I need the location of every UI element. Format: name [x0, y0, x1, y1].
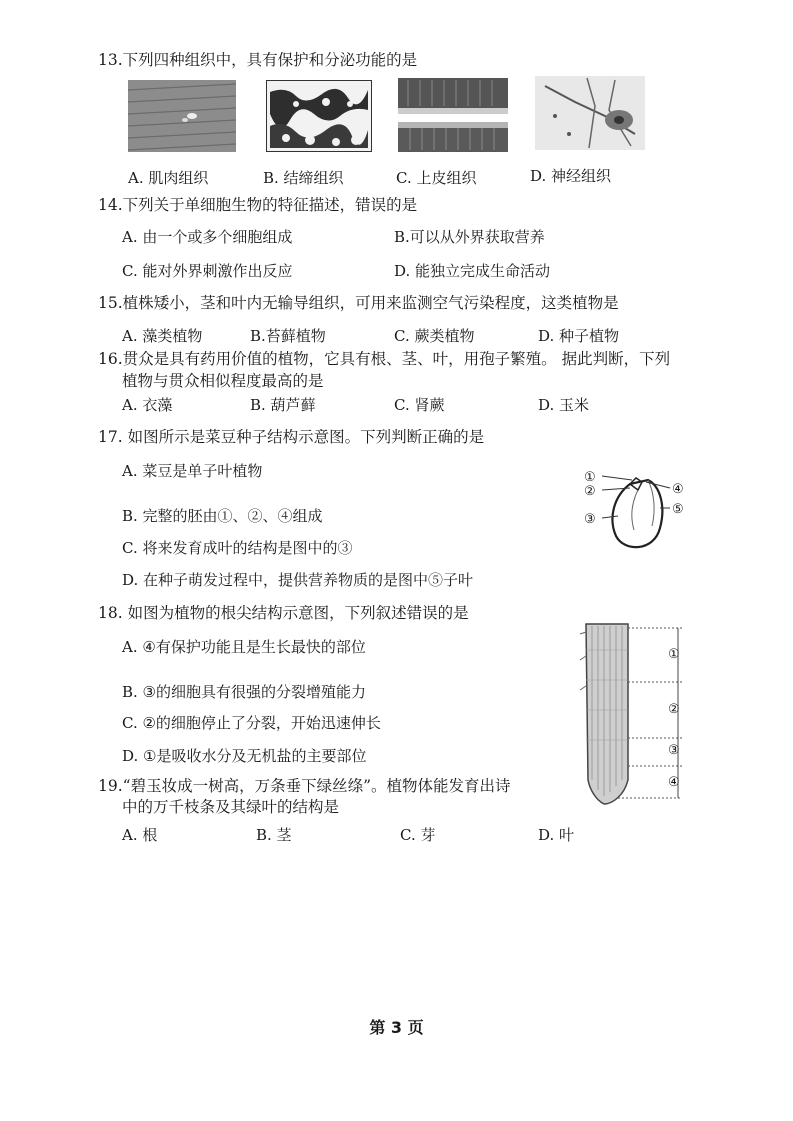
q19-option-a[interactable]: A. 根 [122, 826, 158, 844]
q14-stem: 14.下列关于单细胞生物的特征描述，错误的是 [98, 196, 418, 214]
q16-stem-line1: 16.贯众是具有药用价值的植物，它具有根、茎、叶，用孢子繁殖。 据此判断，下列 [98, 350, 671, 368]
q19-option-c[interactable]: C. 芽 [400, 826, 436, 844]
q17-figure-label-1: ① [584, 470, 596, 485]
q14-option-d[interactable]: D. 能独立完成生命活动 [394, 262, 551, 280]
q18-option-c[interactable]: C. ②的细胞停止了分裂，开始迅速伸长 [122, 714, 381, 732]
q13-option-c[interactable]: C. 上皮组织 [396, 169, 477, 187]
q13-stem: 13.下列四种组织中，具有保护和分泌功能的是 [98, 51, 418, 69]
q15-option-c[interactable]: C. 蕨类植物 [394, 327, 475, 345]
epithelial-tissue-image [398, 78, 508, 152]
q18-figure-label-4: ④ [668, 775, 680, 790]
q18-stem: 18. 如图为植物的根尖结构示意图，下列叙述错误的是 [98, 604, 469, 622]
q18-figure-label-2: ② [668, 702, 680, 717]
q19-option-b[interactable]: B. 茎 [256, 826, 292, 844]
q14-option-b[interactable]: B.可以从外界获取营养 [394, 228, 545, 246]
q18-figure-label-3: ③ [668, 743, 680, 758]
q17-option-a[interactable]: A. 菜豆是单子叶植物 [122, 462, 263, 480]
q17-figure-label-4: ④ [672, 482, 684, 497]
page-number: 第 3 页 [369, 1018, 424, 1037]
q17-figure-label-2: ② [584, 484, 596, 499]
q16-option-c[interactable]: C. 肾蕨 [394, 396, 445, 414]
q18-option-b[interactable]: B. ③的细胞具有很强的分裂增殖能力 [122, 683, 367, 701]
q18-option-a[interactable]: A. ④有保护功能且是生长最快的部位 [122, 638, 366, 656]
q17-option-d[interactable]: D. 在种子萌发过程中，提供营养物质的是图中⑤子叶 [122, 571, 474, 589]
q19-stem-line1: 19.“碧玉妆成一树高，万条垂下绿丝绦”。植物体能发育出诗 [98, 777, 511, 795]
q13-option-a[interactable]: A. 肌肉组织 [128, 169, 209, 187]
q19-option-d[interactable]: D. 叶 [538, 826, 575, 844]
q15-option-a[interactable]: A. 藻类植物 [122, 327, 203, 345]
q16-option-b[interactable]: B. 葫芦藓 [250, 396, 316, 414]
nerve-tissue-image [535, 76, 645, 150]
q17-stem: 17. 如图所示是菜豆种子结构示意图。下列判断正确的是 [98, 428, 485, 446]
q18-option-d[interactable]: D. ①是吸收水分及无机盐的主要部位 [122, 747, 367, 765]
q19-stem-line2: 中的万千枝条及其绿叶的结构是 [122, 798, 340, 816]
q14-option-c[interactable]: C. 能对外界刺激作出反应 [122, 262, 293, 280]
q15-option-d[interactable]: D. 种子植物 [538, 327, 620, 345]
q13-option-d[interactable]: D. 神经组织 [530, 167, 612, 185]
q16-stem-line2: 植物与贯众相似程度最高的是 [122, 372, 324, 390]
q18-figure-label-1: ① [668, 647, 680, 662]
q13-option-b[interactable]: B. 结缔组织 [263, 169, 344, 187]
q17-option-c[interactable]: C. 将来发育成叶的结构是图中的③ [122, 539, 353, 557]
q15-stem: 15.植株矮小，茎和叶内无输导组织，可用来监测空气污染程度，这类植物是 [98, 294, 619, 312]
q17-figure-label-3: ③ [584, 512, 596, 527]
connective-tissue-image [266, 80, 372, 152]
q16-option-d[interactable]: D. 玉米 [538, 396, 590, 414]
q15-option-b[interactable]: B.苔藓植物 [250, 327, 326, 345]
q14-option-a[interactable]: A. 由一个或多个细胞组成 [122, 228, 293, 246]
q17-option-b[interactable]: B. 完整的胚由①、②、④组成 [122, 507, 323, 525]
muscle-tissue-image [128, 80, 236, 152]
q17-figure-label-5: ⑤ [672, 502, 684, 517]
q16-option-a[interactable]: A. 衣藻 [122, 396, 173, 414]
